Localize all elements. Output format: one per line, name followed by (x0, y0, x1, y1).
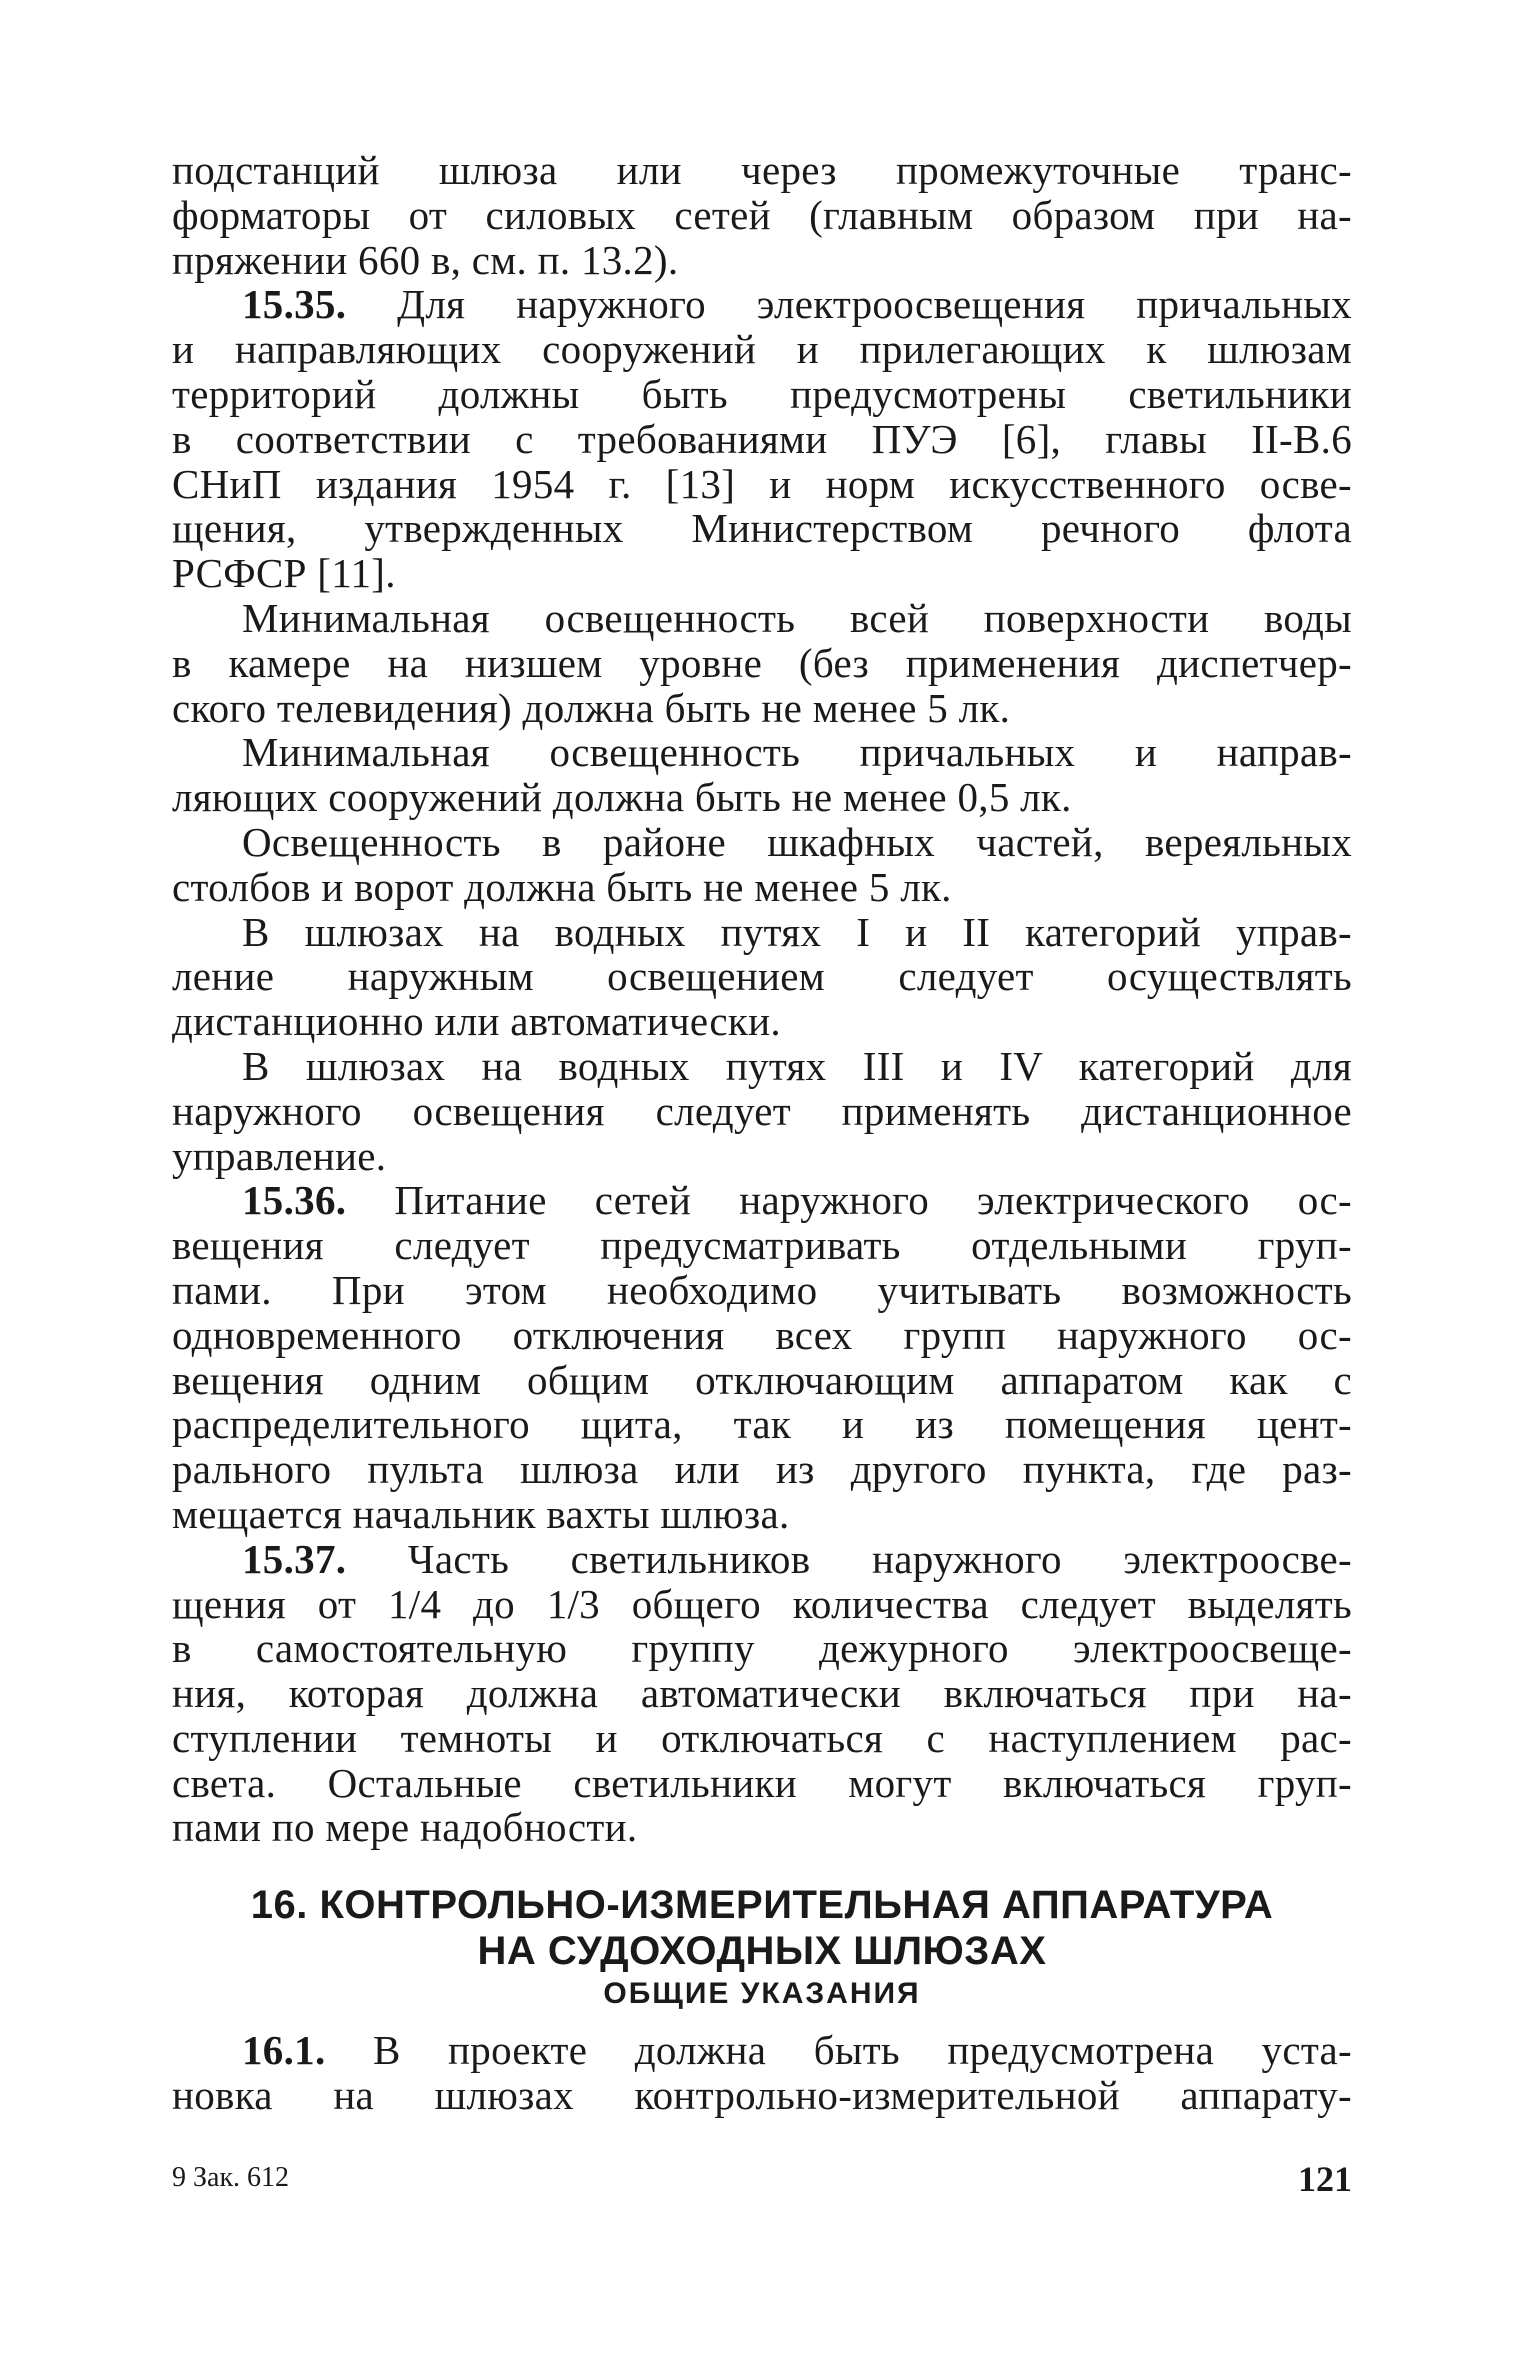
text-line: дистанционно или автоматически. (172, 998, 781, 1045)
section-subtitle: ОБЩИЕ УКАЗАНИЯ (603, 1977, 921, 2011)
paragraph-15-37 (172, 1537, 1352, 1851)
text-line: форматоры от силовых сетей (главным образом при на- (172, 191, 1352, 238)
text-line: мещается начальник вахты шлюза. (172, 1490, 790, 1537)
paragraph (172, 148, 1352, 282)
section-heading (172, 1882, 1352, 2014)
text-line: СНиП издания 1954 г. [13] и норм искусственного осве- (172, 460, 1352, 507)
text-line: и направляющих сооружений и прилегающих к шлюзам (172, 326, 1352, 373)
text-line: одновременного отключения всех групп наружного ос- (172, 1311, 1352, 1358)
paragraph (172, 820, 1352, 910)
text-line: света. Остальные светильники могут включаться груп- (172, 1759, 1352, 1806)
text-line: РСФСР [11]. (172, 550, 396, 597)
text-line: ляющих сооружений должна быть не менее 0,5 лк. (172, 774, 1072, 821)
paragraph-15-36 (172, 1178, 1352, 1536)
text-line: управление. (172, 1132, 387, 1179)
section-title-continued: НА СУДОХОДНЫХ ШЛЮЗАХ (477, 1929, 1047, 1974)
text-line (172, 1178, 1352, 1223)
text-line: в самостоятельную группу дежурного электроосвеще- (172, 1625, 1352, 1672)
clause-number: 16.1. (242, 2027, 326, 2074)
text-line: вещения следует предусматривать отдельными груп- (172, 1222, 1352, 1269)
text-line: В шлюзах на водных путях I и II категорий управ- (242, 908, 1352, 955)
text-line: Минимальная освещенность всей поверхности воды (242, 594, 1352, 641)
text-line: распределительного щита, так и из помещения цент- (172, 1401, 1352, 1448)
paragraph (172, 596, 1352, 730)
text-line (172, 2028, 1352, 2073)
text-line: территорий должны быть предусмотрены светильники (172, 370, 1352, 417)
text-line (172, 1537, 1352, 1582)
clause-number: 15.36. (242, 1177, 347, 1224)
printer-signature: 9 Зак. 612 (172, 2162, 290, 2193)
text-line: ступлении темноты и отключаться с наступлением рас- (172, 1714, 1352, 1761)
text-segment: Питание сетей наружного электрического ос- (394, 1177, 1352, 1224)
text-line: щения, утвержденных Министерством речного флота (172, 505, 1352, 552)
text-segment: Часть светильников наружного электроосве- (407, 1535, 1352, 1582)
text-line: ление наружным освещением следует осуществлять (172, 953, 1352, 1000)
text-line: Минимальная освещенность причальных и направ- (242, 729, 1352, 776)
text-line: в соответствии с требованиями ПУЭ [6], главы II-В.6 (172, 415, 1352, 462)
clause-number: 15.35. (242, 281, 347, 328)
text-segment: Для наружного электроосвещения причальных (397, 281, 1352, 328)
page-body (172, 148, 1352, 2118)
text-line: в камере на низшем уровне (без применения диспетчер- (172, 639, 1352, 686)
paragraph (172, 1044, 1352, 1178)
text-line: Освещенность в районе шкафных частей, вереяльных (242, 818, 1352, 865)
text-segment: В проекте должна быть предусмотрена уста- (372, 2027, 1352, 2074)
text-line: наружного освещения следует применять дистанционное (172, 1087, 1352, 1134)
clause-number: 15.37. (242, 1535, 347, 1582)
text-line: столбов и ворот должна быть не менее 5 лк. (172, 863, 952, 910)
page-number: 121 (1298, 2159, 1352, 2199)
text-line: В шлюзах на водных путях III и IV категорий для (242, 1042, 1352, 1089)
text-line: пряжении 660 в, см. п. 13.2). (172, 236, 679, 283)
paragraph-16-1 (172, 2028, 1352, 2118)
paragraph-15-35 (172, 282, 1352, 596)
text-line: новка на шлюзах контрольно-измерительной аппарату- (172, 2072, 1352, 2119)
text-line (172, 282, 1352, 327)
text-line: пами. При этом необходимо учитывать возможность (172, 1266, 1352, 1313)
text-line: пами по мере надобности. (172, 1804, 638, 1851)
paragraph (172, 910, 1352, 1044)
paragraph (172, 730, 1352, 820)
text-line: рального пульта шлюза или из другого пункта, где раз- (172, 1446, 1352, 1493)
section-title: 16. КОНТРОЛЬНО-ИЗМЕРИТЕЛЬНАЯ АППАРАТУРА (250, 1883, 1274, 1928)
text-line: подстанций шлюза или через промежуточные транс- (172, 147, 1352, 193)
text-line: щения от 1/4 до 1/3 общего количества следует выделять (172, 1580, 1352, 1627)
text-line: ния, которая должна автоматически включаться при на- (172, 1670, 1352, 1717)
text-line: вещения одним общим отключающим аппаратом как с (172, 1356, 1352, 1403)
text-line: ского телевидения) должна быть не менее 5 лк. (172, 684, 1011, 731)
